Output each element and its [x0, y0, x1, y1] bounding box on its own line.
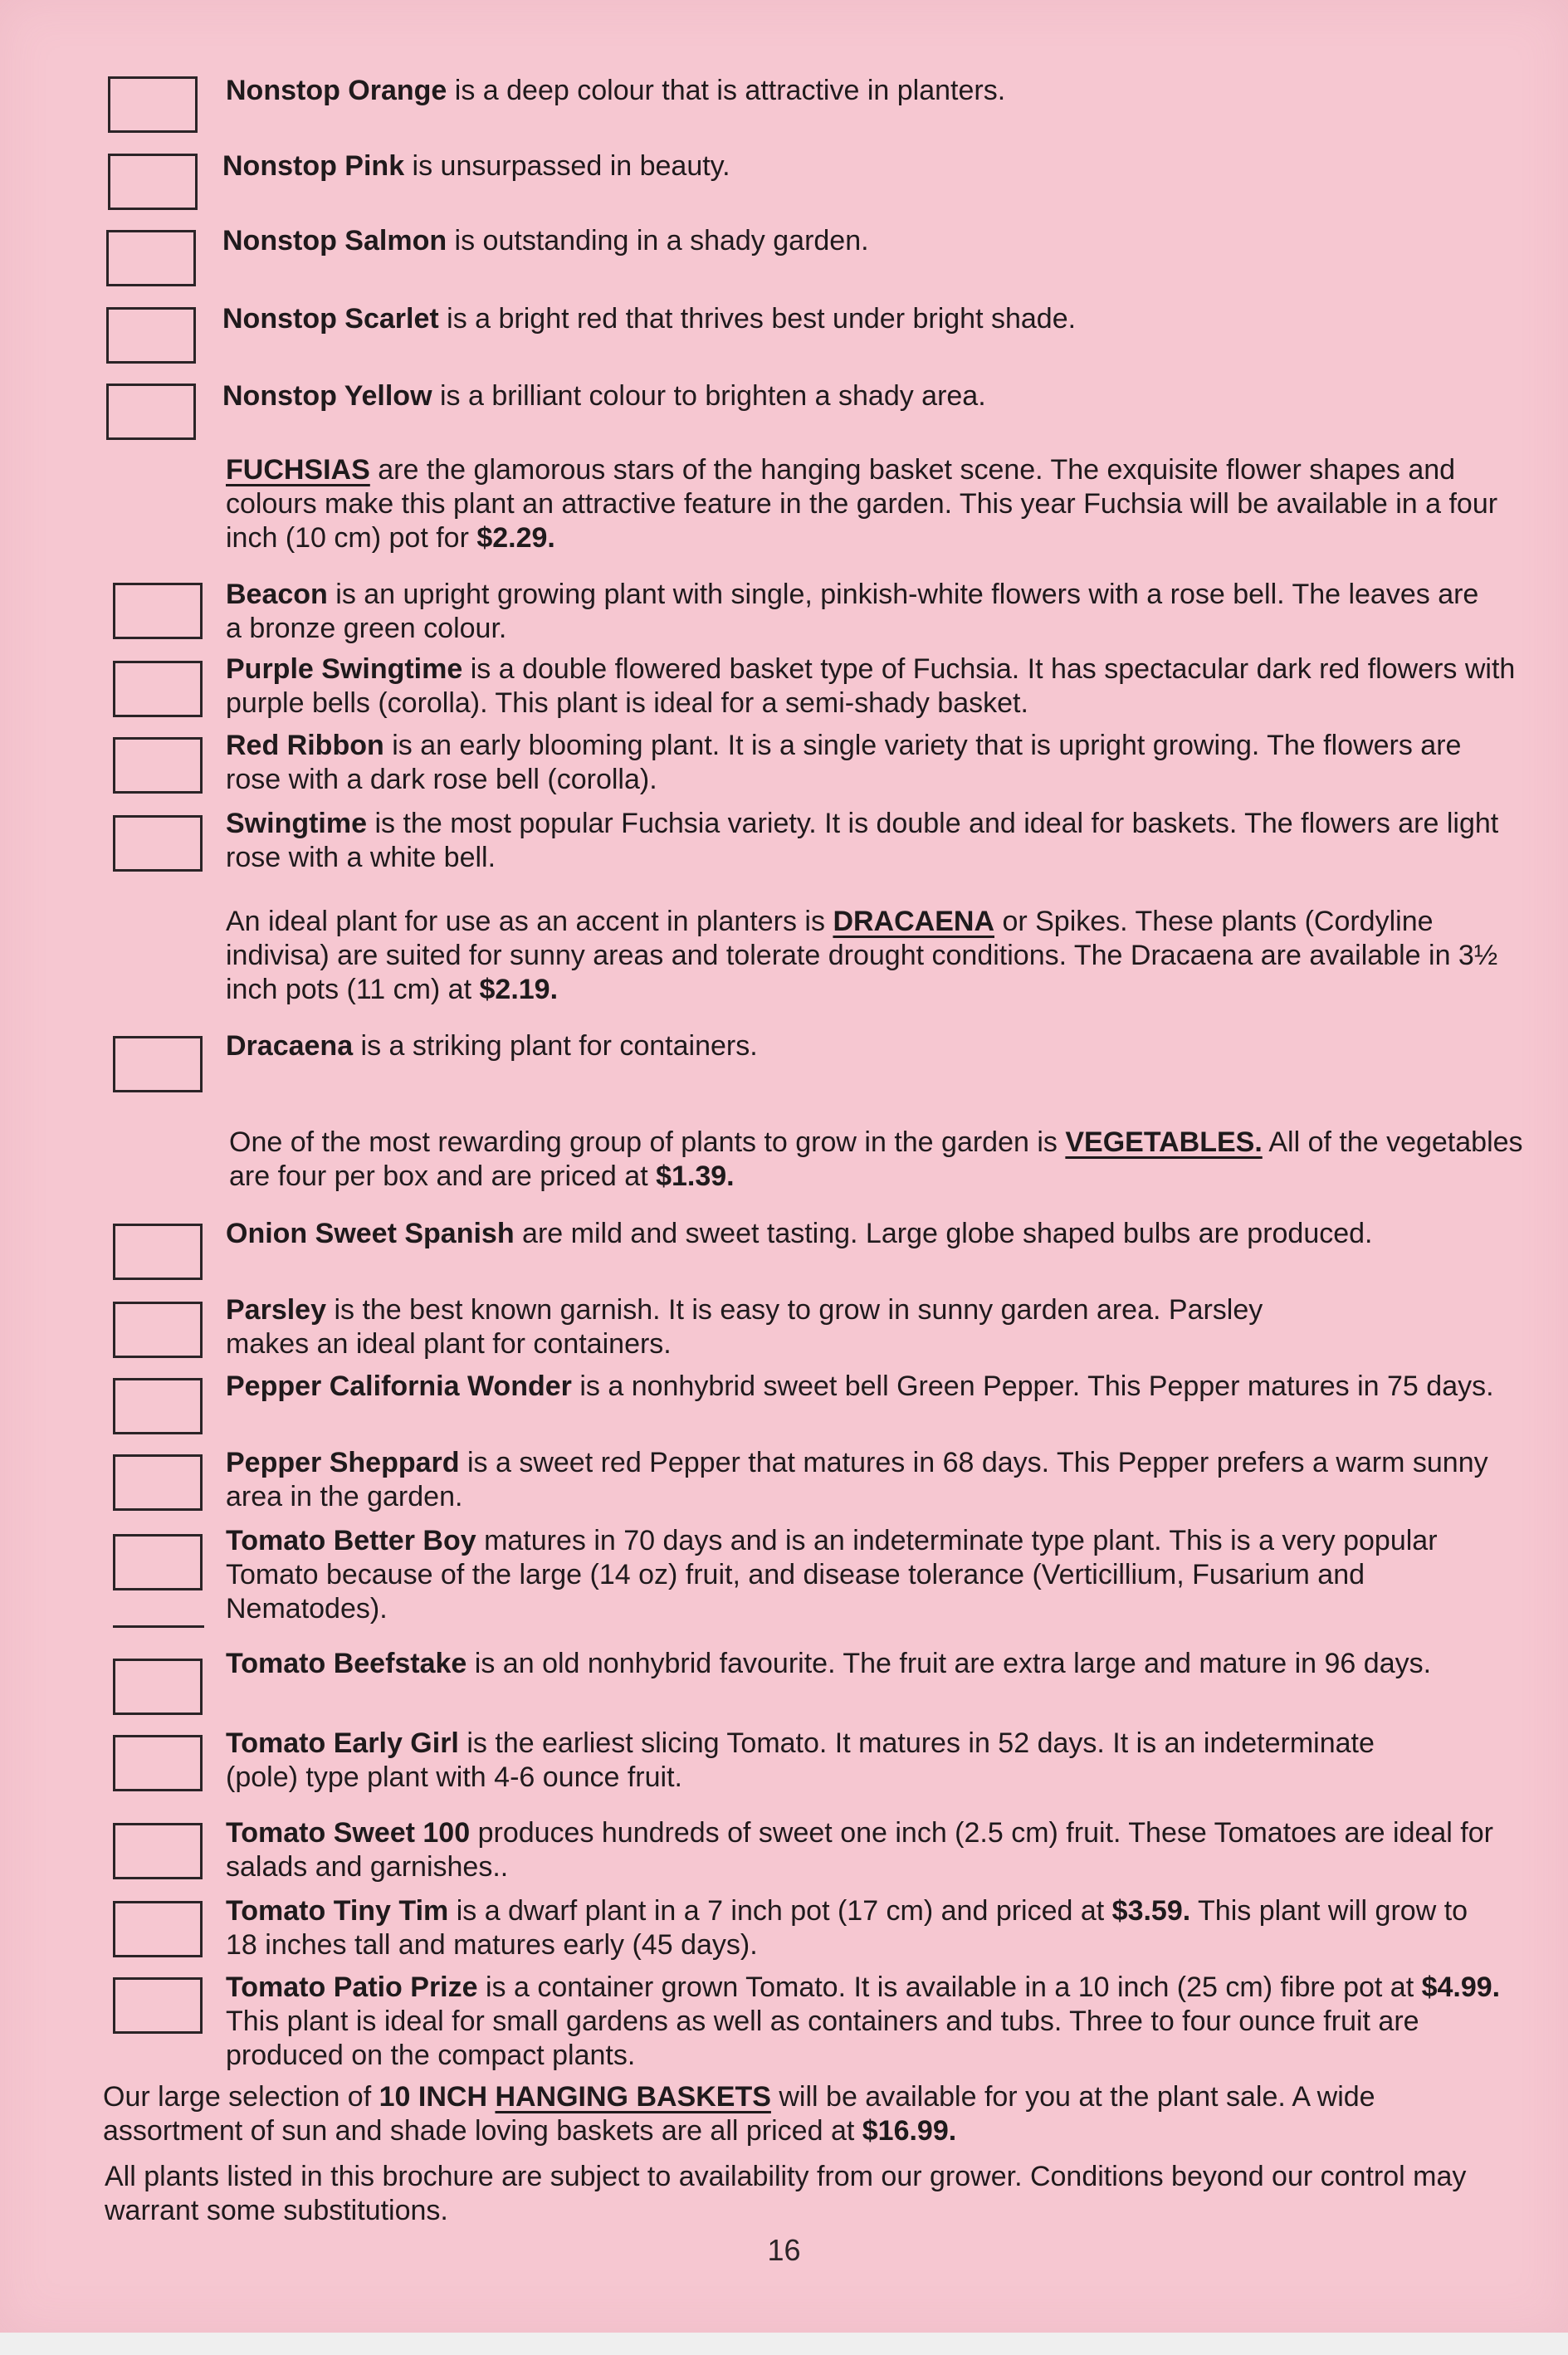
item-name: Nonstop Salmon	[222, 225, 447, 257]
fuchsias-heading: FUCHSIAS	[226, 454, 370, 486]
item-name: Tomato Better Boy	[226, 1525, 476, 1556]
item-desc: is unsurpassed in beauty.	[404, 150, 730, 182]
item-nonstop-orange	[226, 74, 1521, 108]
item-name: Nonstop Orange	[226, 75, 447, 106]
item-desc: is outstanding in a shady garden.	[447, 225, 869, 257]
item-name: Onion Sweet Spanish	[226, 1218, 515, 1249]
item-desc: is an old nonhybrid favourite. The fruit are extra large and mature in 96 days.	[466, 1648, 1432, 1679]
item-name: Tomato Beefstake	[226, 1648, 467, 1679]
checkbox-nonstop-yellow[interactable]	[106, 384, 196, 440]
item-price: $4.99.	[1421, 1971, 1501, 2003]
item-name: Nonstop Pink	[222, 150, 405, 182]
item-desc: is the earliest slicing Tomato. It matures in 52 days. It is an indeterminate (pole) type plant with 4-6 ounce fruit.	[226, 1727, 1375, 1793]
item-purple-swingtime	[226, 652, 1521, 721]
item-nonstop-salmon	[222, 224, 1517, 258]
item-desc: are mild and sweet tasting. Large globe shaped bulbs are produced.	[514, 1218, 1373, 1249]
checkbox-tomato-tiny-tim[interactable]	[113, 1901, 203, 1957]
fuchsia-intro-text: are the glamorous stars of the hanging basket scene. The exquisite flower shapes and colours make this plant an attractive feature in the garden. This year Fuchsia will be available in a four inch (10 cm) pot for	[226, 454, 1498, 554]
vegetables-heading: VEGETABLES.	[1065, 1126, 1263, 1158]
checkbox-tomato-beefstake[interactable]	[113, 1659, 203, 1715]
item-nonstop-pink	[222, 149, 1517, 183]
item-swingtime	[226, 807, 1521, 875]
baskets-text-after: will be available for you at the plant sale. A wide assortment of sun and shade loving baskets are all priced at	[103, 2081, 1375, 2147]
item-desc-after: This plant will grow to 18 inches tall and matures early (45 days).	[226, 1895, 1468, 1961]
item-name: Beacon	[226, 579, 328, 610]
item-red-ribbon	[226, 729, 1521, 797]
checkbox-nonstop-salmon[interactable]	[106, 230, 196, 286]
item-name: Tomato Tiny Tim	[226, 1895, 449, 1927]
vegetables-price: $1.39.	[656, 1160, 735, 1192]
checkbox-dracaena[interactable]	[113, 1036, 203, 1092]
vegetables-intro	[229, 1126, 1524, 1194]
item-desc: is a container grown Tomato. It is available in a 10 inch (25 cm) fibre pot at	[477, 1971, 1422, 2003]
checkbox-nonstop-pink[interactable]	[108, 154, 198, 210]
baskets-price: $16.99.	[862, 2115, 957, 2147]
item-nonstop-scarlet	[222, 302, 1517, 336]
checkbox-purple-swingtime[interactable]	[113, 661, 203, 717]
checkbox-parsley[interactable]	[113, 1302, 203, 1358]
item-desc: is a striking plant for containers.	[353, 1030, 758, 1062]
fuchsia-price: $2.29.	[476, 522, 555, 554]
item-name: Nonstop Scarlet	[222, 303, 439, 335]
vegetables-intro-after: All of the vegetables are four per box and are priced at	[229, 1126, 1523, 1192]
item-desc: is a nonhybrid sweet bell Green Pepper. This Pepper matures in 75 days.	[571, 1370, 1494, 1402]
item-nonstop-yellow	[222, 379, 1517, 413]
item-desc: is the best known garnish. It is easy to grow in sunny garden area. Parsley makes an ideal plant for containers.	[226, 1294, 1263, 1360]
item-name: Parsley	[226, 1294, 326, 1326]
item-desc: is a bright red that thrives best under bright shade.	[438, 303, 1077, 335]
item-desc: is a deep colour that is attractive in planters.	[447, 75, 1006, 106]
item-parsley	[226, 1293, 1305, 1361]
item-desc: is a brilliant colour to brighten a shady area.	[432, 380, 986, 412]
item-desc-after: This plant is ideal for small gardens as well as containers and tubs. Three to four ounce fruit are produced on the compact plants.	[226, 2006, 1419, 2071]
item-pepper-sheppard	[226, 1446, 1521, 1514]
item-name: Purple Swingtime	[226, 653, 463, 685]
item-name: Pepper California Wonder	[226, 1370, 572, 1402]
checkbox-beacon[interactable]	[113, 583, 203, 639]
hanging-baskets-paragraph	[103, 2080, 1514, 2148]
checkbox-swingtime[interactable]	[113, 815, 203, 872]
fuchsia-intro	[226, 453, 1521, 555]
item-dracaena	[226, 1029, 1521, 1063]
checkbox-nonstop-scarlet[interactable]	[106, 307, 196, 364]
item-name: Tomato Patio Prize	[226, 1971, 478, 2003]
item-desc: is an upright growing plant with single, pinkish-white flowers with a rose bell. The leaves are a bronze green colour.	[226, 579, 1479, 644]
checkbox-pepper-sheppard[interactable]	[113, 1454, 203, 1511]
item-desc: is a sweet red Pepper that matures in 68 days. This Pepper prefers a warm sunny area in the garden.	[226, 1447, 1488, 1512]
item-beacon	[226, 578, 1496, 646]
checkbox-red-ribbon[interactable]	[113, 737, 203, 794]
baskets-text-before: Our large selection of	[103, 2081, 379, 2113]
item-tomato-beefstake	[226, 1647, 1521, 1681]
checkbox-tomato-patio-prize[interactable]	[113, 1977, 203, 2034]
baskets-size: 10 INCH	[379, 2081, 496, 2113]
item-desc: matures in 70 days and is an indeterminate type plant. This is a very popular Tomato because of the large (14 oz) fruit, and disease tolerance (Verticillium, Fusarium and Nematodes).	[226, 1525, 1438, 1625]
dracaena-price: $2.19.	[479, 974, 559, 1005]
item-name: Nonstop Yellow	[222, 380, 432, 412]
item-tomato-better-boy	[226, 1524, 1521, 1626]
item-name: Red Ribbon	[226, 730, 384, 761]
item-price: $3.59.	[1111, 1895, 1191, 1927]
dracaena-intro-before: An ideal plant for use as an accent in planters is	[226, 906, 833, 937]
item-name: Dracaena	[226, 1030, 354, 1062]
item-tomato-sweet-100	[226, 1816, 1521, 1884]
item-desc: is an early blooming plant. It is a single variety that is upright growing. The flowers are rose with a dark rose bell (corolla).	[226, 730, 1462, 795]
dracaena-intro-after: or Spikes. These plants (Cordyline indivisa) are suited for sunny areas and tolerate drought conditions. The Dracaena are available in 3½ inch pots (11 cm) at	[226, 906, 1498, 1005]
item-desc: produces hundreds of sweet one inch (2.5 cm) fruit. These Tomatoes are ideal for salads and garnishes..	[226, 1817, 1493, 1883]
item-desc: is a double flowered basket type of Fuchsia. It has spectacular dark red flowers with purple bells (corolla). This plant is ideal for a semi-shady basket.	[226, 653, 1516, 719]
vegetables-intro-before: One of the most rewarding group of plants to grow in the garden is	[229, 1126, 1066, 1158]
availability-note: All plants listed in this brochure are subject to availability from our grower. Conditions beyond our control may warrant some substitutions.	[105, 2161, 1467, 2226]
item-desc: is the most popular Fuchsia variety. It is double and ideal for baskets. The flowers are light rose with a white bell.	[226, 808, 1499, 873]
checkbox-tomato-better-boy[interactable]	[113, 1534, 203, 1590]
item-name: Swingtime	[226, 808, 368, 839]
checkbox-onion-sweet-spanish[interactable]	[113, 1224, 203, 1280]
item-onion-sweet-spanish	[226, 1217, 1487, 1251]
divider-line	[113, 1625, 204, 1628]
item-name: Pepper Sheppard	[226, 1447, 460, 1478]
item-tomato-early-girl	[226, 1727, 1404, 1795]
dracaena-heading: DRACAENA	[833, 906, 994, 937]
item-desc: is a dwarf plant in a 7 inch pot (17 cm) and priced at	[448, 1895, 1112, 1927]
item-tomato-tiny-tim	[226, 1894, 1487, 1962]
checkbox-tomato-sweet-100[interactable]	[113, 1823, 203, 1879]
item-name: Tomato Early Girl	[226, 1727, 459, 1759]
item-name: Tomato Sweet 100	[226, 1817, 471, 1849]
checkbox-pepper-california-wonder[interactable]	[113, 1378, 203, 1434]
hanging-baskets-heading: HANGING BASKETS	[495, 2081, 771, 2113]
dracaena-intro	[226, 905, 1504, 1007]
checkbox-nonstop-orange[interactable]	[108, 76, 198, 133]
item-tomato-patio-prize	[226, 1971, 1521, 2073]
checkbox-tomato-early-girl[interactable]	[113, 1735, 203, 1791]
page-number: 16	[767, 2233, 801, 2267]
item-pepper-california-wonder	[226, 1370, 1521, 1404]
